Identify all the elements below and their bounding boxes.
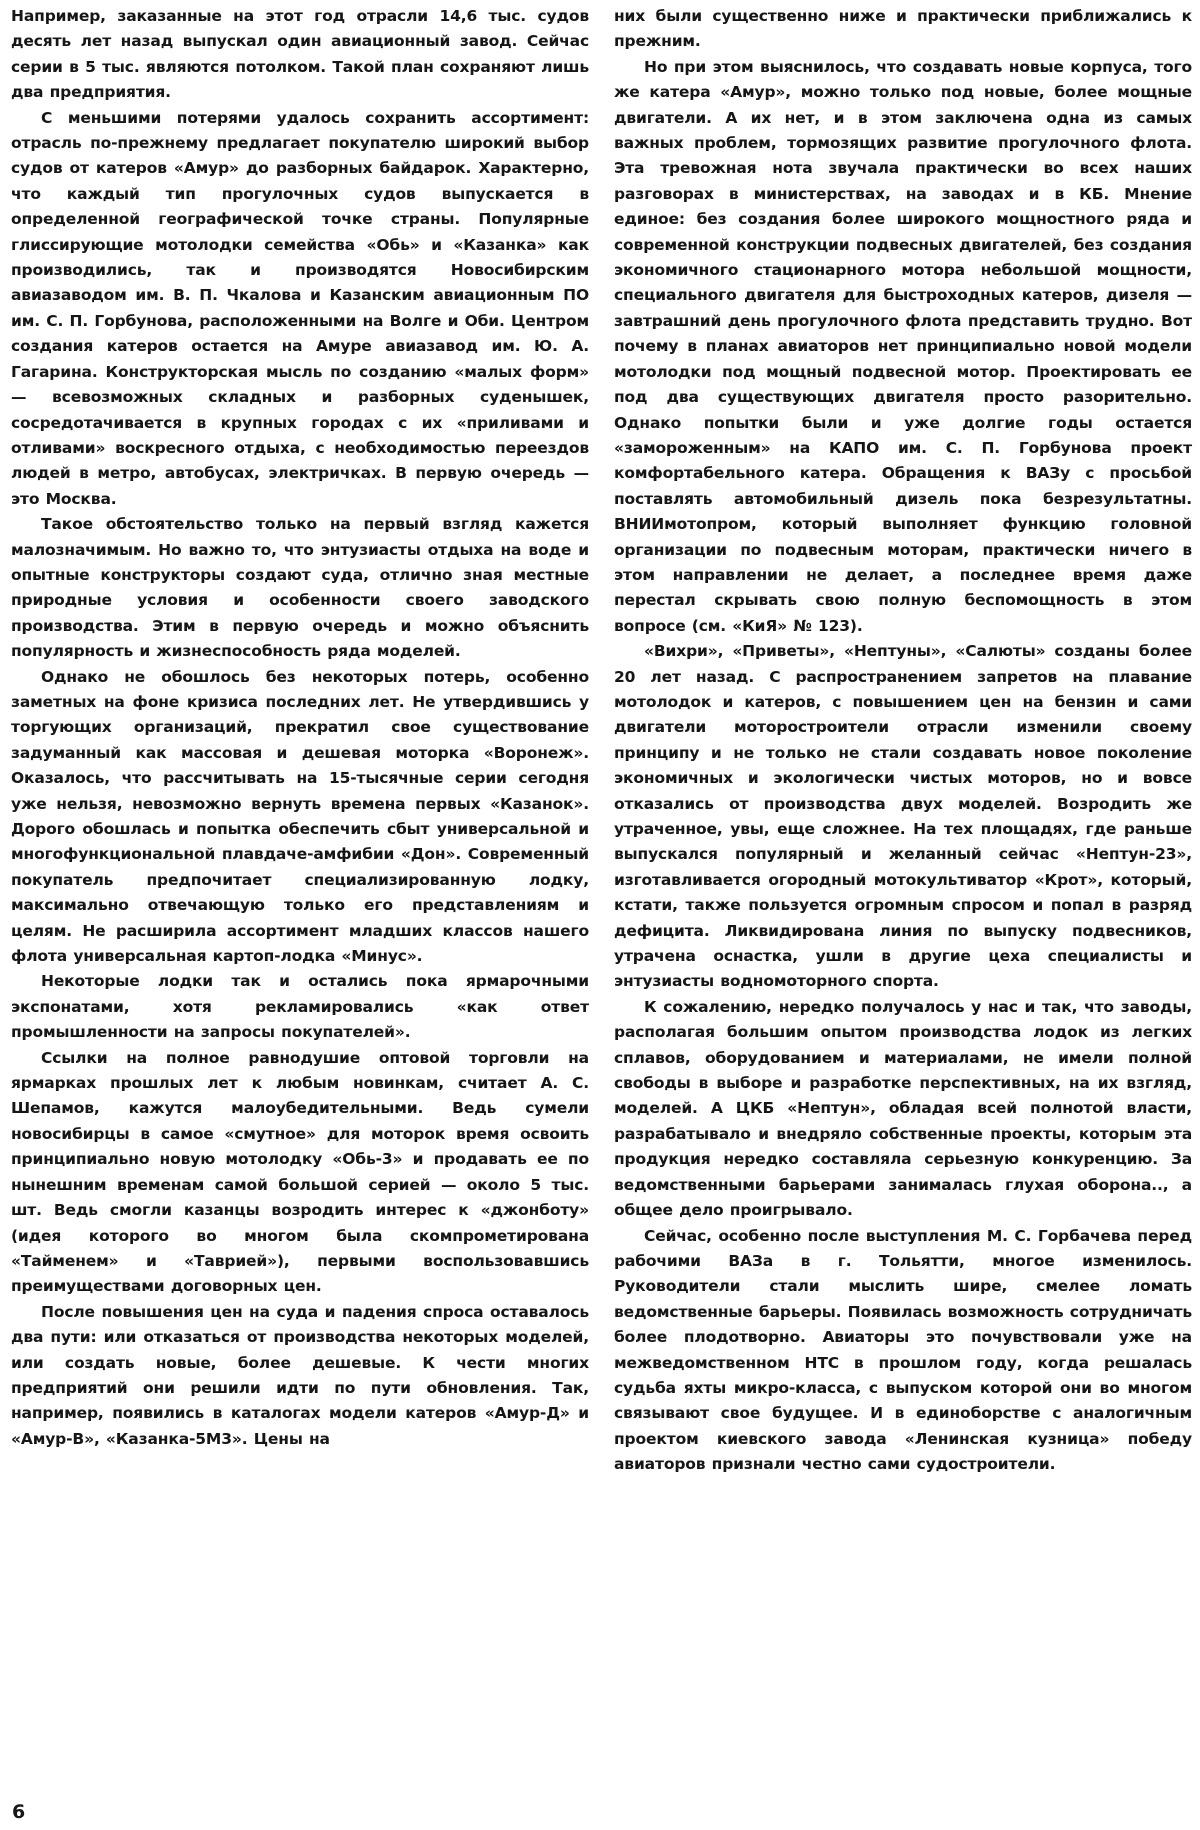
article-body (11, 4, 1192, 1478)
left-column (11, 4, 589, 1452)
paragraph: Но при этом выяснилось, что создавать новые корпуса, того же катера «Амур», можно только под новые, более мощные двигатели. А их нет, и в этом заключена одна из самых важных проблем, тормозящих развитие прогулочного флота. Эта тревожная нота звучала практически во всех наших разговорах в министерствах, на заводах и в КБ. Мнение единое: без создания более широкого мощностного ряда и современной конструкции подвесных двигателей, без создания экономичного стационарного мотора небольшой мощности, специального двигателя для быстроходных катеров, дизеля — завтрашний день прогулочного флота представить трудно. Вот почему в планах авиаторов нет принципиально новой модели мотолодки под мощный подвесной мотор. Проектировать ее под два существующих двигателя просто разорительно. Однако попытки были и уже долгие годы остается «замороженным» на КАПО им. С. П. Горбунова проект комфортабельного катера. Обращения к ВАЗу с просьбой поставлять автомобильный дизель пока безрезультатны. ВНИИмотопром, который выполняет функцию головной организации по подвесным моторам, практически ничего в этом направлении не делает, а последнее время даже перестал скрывать свою полную беспомощность в этом вопросе (см. «КиЯ» № 123). (614, 57, 1192, 635)
paragraph: Сейчас, особенно после выступления М. С. Горбачева перед рабочими ВАЗа в г. Тольятти, многое изменилось. Руководители стали мыслить шире, смелее ломать ведомственные барьеры. Появилась возможность сотрудничать более плодотворно. Авиаторы это почувствовали уже на межведомственном НТС в прошлом году, когда решалась судьба яхты микро-класса, с выпуском которой они во многом связывают свое будущее. И в единоборстве с аналогичным проектом киевского завода «Ленинская кузница» победу авиаторов признали честно сами судостроители. (614, 1226, 1192, 1474)
paragraph: «Вихри», «Приветы», «Нептуны», «Салюты» созданы более 20 лет назад. С распространением запретов на плавание мотолодок и катеров, с повышением цен на бензин и сами двигатели моторостроители отрасли изменили своему принципу и не только не стали создавать новое поколение экономичных и экологически чистых моторов, но и вовсе отказались от производства двух моделей. Возродить же утраченное, увы, еще сложнее. На тех площадях, где раньше выпускался популярный и желанный сейчас «Нептун-23», изготавливается огородный мотокультиватор «Крот», который, кстати, также пользуется огромным спросом и попал в разряд дефицита. Ликвидирована линия по выпуску подвесников, утрачена оснастка, ушли в другие цеха специалисты и энтузиасты водномоторного спорта. (614, 642, 1192, 991)
paragraph: К сожалению, нередко получалось у нас и так, что заводы, располагая большим опытом производства лодок из легких сплавов, оборудованием и материалами, не имели полной свободы в выборе и разработке перспективных, на их взгляд, моделей. А ЦКБ «Нептун», обладая всей полнотой власти, разрабатывало и внедряло собственные проекты, которым эта продукция нередко составляла серьезную конкуренцию. За ведомственными барьерами занималась глухая оборона.., а общее дело проигрывало. (614, 997, 1192, 1220)
paragraph: них были существенно ниже и практически приближались к прежним. (614, 7, 1192, 51)
right-column (614, 4, 1192, 1478)
paragraph: Такое обстоятельство только на первый взгляд кажется малозначимым. Но важно то, что энтузиасты отдыха на воде и опытные конструкторы создают суда, отлично зная местные природные условия и особенности своего заводского производства. Этим в первую очередь и можно объяснить популярность и жизнеспособность ряда моделей. (11, 515, 589, 661)
paragraph: Например, заказанные на этот год отрасли 14,6 тыс. судов десять лет назад выпускал один авиационный завод. Сейчас серии в 5 тыс. являются потолком. Такой план сохраняют лишь два предприятия. (11, 7, 589, 102)
paragraph: После повышения цен на суда и падения спроса оставалось два пути: или отказаться от производства некоторых моделей, или создать новые, более дешевые. К чести многих предприятий они решили идти по пути обновления. Так, например, появились в каталогах модели катеров «Амур-Д» и «Амур-В», «Казанка-5М3». Цены на (11, 1302, 589, 1448)
page-number: 6 (12, 1801, 26, 1823)
paragraph: Ссылки на полное равнодушие оптовой торговли на ярмарках прошлых лет к любым новинкам, считает А. С. Шепамов, кажутся малоубедительными. Ведь сумели новосибирцы в самое «смутное» для моторок время освоить принципиально новую мотолодку «Обь-3» и продавать ее по нынешним временам самой большой серией — около 5 тыс. шт. Ведь смогли казанцы возродить интерес к «джонботу» (идея которого во многом была скомпрометирована «Тайменем» и «Таврией»), первыми воспользовавшись преимуществами договорных цен. (11, 1048, 589, 1296)
paragraph: С меньшими потерями удалось сохранить ассортимент: отрасль по-прежнему предлагает покупателю широкий выбор судов от катеров «Амур» до разборных байдарок. Характерно, что каждый тип прогулочных судов выпускается в определенной географической точке страны. Популярные глиссирующие мотолодки семейства «Обь» и «Казанка» как производились, так и производятся Новосибирским авиазаводом им. В. П. Чкалова и Казанским авиационным ПО им. С. П. Горбунова, расположенными на Волге и Оби. Центром создания катеров остается на Амуре авиазавод им. Ю. А. Гагарина. Конструкторская мысль по созданию «малых форм» — всевозможных складных и разборных суденышек, сосредотачивается в крупных городах с их «приливами и отливами» воскресного отдыха, с необходимостью переездов людей в метро, автобусах, электричках. В первую очередь — это Москва. (11, 108, 589, 508)
paragraph: Некоторые лодки так и остались пока ярмарочными экспонатами, хотя рекламировались «как ответ промышленности на запросы покупателей». (11, 972, 589, 1042)
paragraph: Однако не обошлось без некоторых потерь, особенно заметных на фоне кризиса последних лет. Не утвердившись у торгующих организаций, прекратил свое существование задуманный как массовая и дешевая моторка «Воронеж». Оказалось, что рассчитывать на 15-тысячные серии сегодня уже нельзя, невозможно вернуть времена первых «Казанок». Дорого обошлась и попытка обеспечить сбыт универсальной и многофункциональной плавдаче-амфибии «Дон». Современный покупатель предпочитает специализированную лодку, максимально отвечающую только его представлениям и целям. Не расширила ассортимент младших классов нашего флота универсальная картоп-лодка «Минус». (11, 667, 589, 966)
